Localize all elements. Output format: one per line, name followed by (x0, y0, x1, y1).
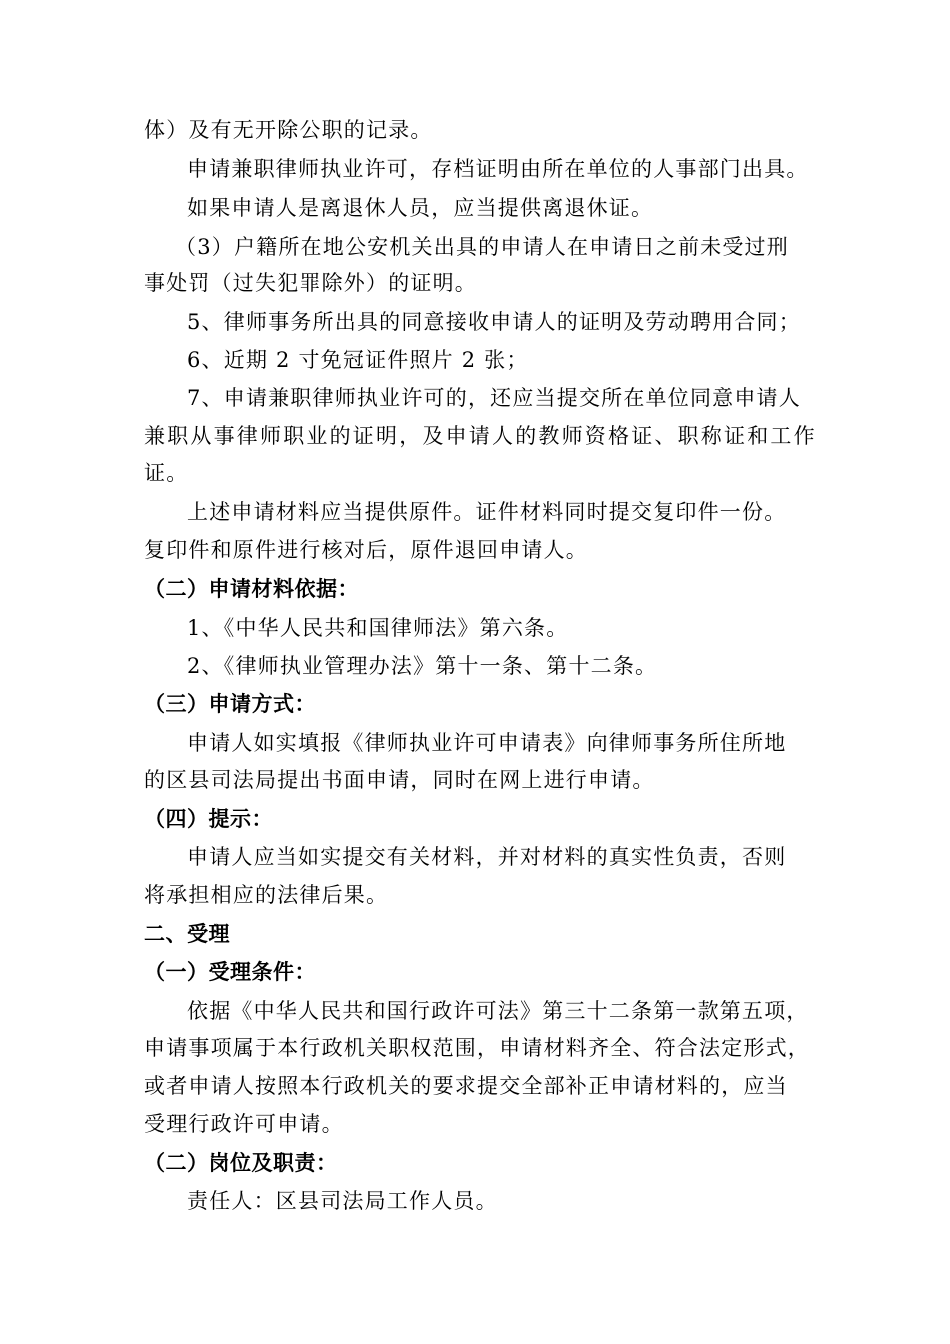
paragraph-line: 将承担相应的法律后果。 (144, 883, 389, 907)
list-item: 6、近期 2 寸免冠证件照片 2 张； (187, 348, 529, 372)
paragraph-line: 上述申请材料应当提供原件。证件材料同时提交复印件一份。 (187, 500, 787, 524)
section-heading: （一）受理条件： (144, 960, 316, 984)
paragraph-line: 复印件和原件进行核对后，原件退回申请人。 (144, 538, 588, 562)
paragraph-line: 受理行政许可申请。 (144, 1112, 344, 1136)
paragraph-line: 依据《中华人民共和国行政许可法》第三十二条第一款第五项， (187, 999, 809, 1023)
list-item: 5、律师事务所出具的同意接收申请人的证明及劳动聘用合同； (187, 310, 801, 334)
section-heading: （三）申请方式： (144, 692, 316, 716)
paragraph-line: 如果申请人是离退休人员，应当提供离退休证。 (187, 196, 654, 220)
paragraph-line: （3）户籍所在地公安机关出具的申请人在申请日之前未受过刑 (175, 235, 789, 259)
section-heading: （二）岗位及职责： (144, 1151, 338, 1175)
paragraph-line: 申请兼职律师执业许可，存档证明由所在单位的人事部门出具。 (187, 157, 809, 181)
list-item: 7、申请兼职律师执业许可的，还应当提交所在单位同意申请人 (187, 386, 801, 410)
paragraph-line: 申请人应当如实提交有关材料，并对材料的真实性负责，否则 (187, 845, 787, 869)
chapter-heading: 二、受理 (144, 922, 230, 946)
paragraph-line: 兼职从事律师职业的证明，及申请人的教师资格证、职称证和工作 (144, 424, 817, 448)
list-item: 2、《律师执业管理办法》第十一条、第十二条。 (187, 654, 658, 678)
paragraph-line: 体）及有无开除公职的记录。 (144, 118, 433, 142)
paragraph-line: 事处罚（过失犯罪除外）的证明。 (144, 271, 477, 295)
paragraph-line: 或者申请人按照本行政机关的要求提交全部补正申请材料的，应当 (144, 1074, 788, 1098)
paragraph-line: 申请事项属于本行政机关职权范围，申请材料齐全、符合法定形式， (144, 1036, 810, 1060)
paragraph-line: 的区县司法局提出书面申请，同时在网上进行申请。 (144, 768, 655, 792)
paragraph-line: 责任人：区县司法局工作人员。 (187, 1189, 498, 1213)
list-item: 1、《中华人民共和国律师法》第六条。 (187, 616, 569, 640)
paragraph-line: 证。 (144, 461, 189, 485)
section-heading: （二）申请材料依据： (144, 577, 359, 601)
section-heading: （四）提示： (144, 807, 273, 831)
paragraph-line: 申请人如实填报《律师执业许可申请表》向律师事务所住所地 (187, 731, 787, 755)
